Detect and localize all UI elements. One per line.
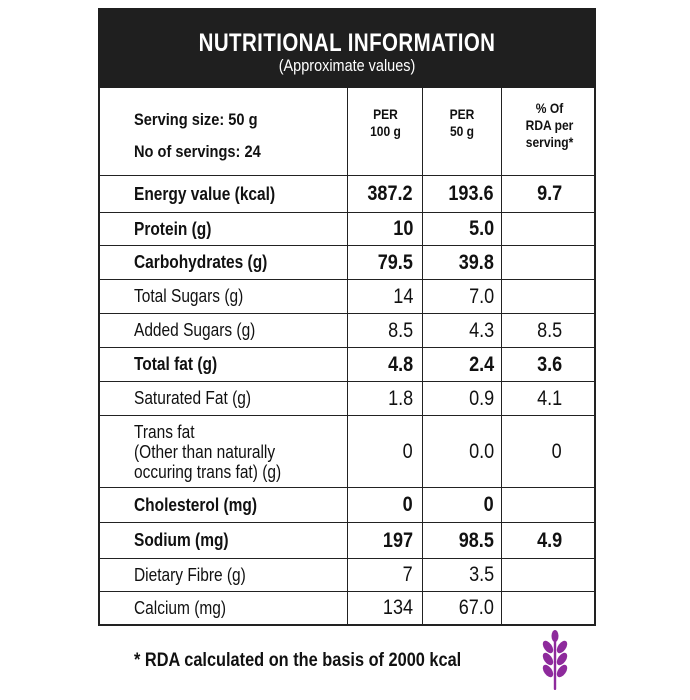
value-per-50g: 193.6 xyxy=(448,182,494,205)
table-row xyxy=(100,416,594,488)
value-per-50g: 4.3 xyxy=(468,318,494,342)
value-per-50g: 7.0 xyxy=(468,284,494,308)
value-per-100g: 4.8 xyxy=(387,352,413,376)
value-per-50g: 2.4 xyxy=(468,352,494,376)
row-label: Carbohydrates (g) xyxy=(134,252,268,272)
value-rda: 3.6 xyxy=(536,352,562,376)
value-per-100g: 197 xyxy=(382,528,413,552)
row-label: Calcium (mg) xyxy=(134,597,227,618)
row-label: Total fat (g) xyxy=(134,354,218,374)
value-per-50g: 98.5 xyxy=(458,528,494,552)
value-per-100g: 387.2 xyxy=(367,182,413,205)
row-label: Sodium (mg) xyxy=(134,530,229,550)
page-title: NUTRITIONAL INFORMATION xyxy=(198,29,496,57)
table-header-row xyxy=(100,88,594,176)
value-per-100g: 79.5 xyxy=(377,250,413,274)
row-label: Trans fat (Other than naturally occuring trans fat) (g) xyxy=(134,421,282,482)
row-label: Total Sugars (g) xyxy=(134,286,244,306)
row-label: Energy value (kcal) xyxy=(134,183,276,204)
value-rda: 0 xyxy=(551,439,562,463)
column-header-per-50g: PER 50 g xyxy=(449,106,475,139)
value-per-100g: 0 xyxy=(402,493,413,516)
table-row xyxy=(100,523,594,559)
nutrition-table xyxy=(98,88,596,626)
table-row xyxy=(100,592,594,624)
value-per-100g: 7 xyxy=(402,563,413,586)
column-header-per-100g: PER 100 g xyxy=(370,106,401,139)
serving-info xyxy=(134,104,281,168)
value-per-50g: 5.0 xyxy=(468,217,494,240)
value-per-100g: 0 xyxy=(402,439,413,463)
table-row xyxy=(100,348,594,382)
value-per-50g: 39.8 xyxy=(458,250,494,274)
value-per-50g: 67.0 xyxy=(458,596,494,619)
value-per-100g: 8.5 xyxy=(387,318,413,342)
row-label: Dietary Fibre (g) xyxy=(134,564,246,585)
table-row xyxy=(100,559,594,592)
row-label: Added Sugars (g) xyxy=(134,320,256,340)
value-per-50g: 0.0 xyxy=(468,439,494,463)
table-row xyxy=(100,176,594,213)
page-subtitle: (Approximate values) xyxy=(278,56,416,75)
row-label: Saturated Fat (g) xyxy=(134,388,252,408)
value-per-50g: 0 xyxy=(483,493,494,516)
value-per-100g: 1.8 xyxy=(387,386,413,410)
servings-count: No of servings: 24 xyxy=(134,142,261,161)
value-rda: 9.7 xyxy=(536,182,562,205)
table-row xyxy=(100,280,594,314)
value-per-50g: 3.5 xyxy=(468,563,494,586)
table-row xyxy=(100,314,594,348)
table-row xyxy=(100,488,594,523)
value-rda: 8.5 xyxy=(536,318,562,342)
value-per-50g: 0.9 xyxy=(468,386,494,410)
value-per-100g: 10 xyxy=(392,217,413,240)
nutrition-header xyxy=(98,8,596,88)
row-label: Protein (g) xyxy=(134,218,212,239)
rda-footnote: * RDA calculated on the basis of 2000 kcal xyxy=(134,650,462,671)
row-label: Cholesterol (mg) xyxy=(134,494,257,515)
serving-size: Serving size: 50 g xyxy=(134,110,258,129)
table-row xyxy=(100,213,594,246)
value-per-100g: 134 xyxy=(382,596,413,619)
wheat-grain-icon xyxy=(538,630,572,690)
table-row xyxy=(100,246,594,280)
column-header-rda: % Of RDA per serving* xyxy=(525,100,574,150)
value-per-100g: 14 xyxy=(392,284,413,308)
table-row xyxy=(100,382,594,416)
value-rda: 4.9 xyxy=(536,528,562,552)
value-rda: 4.1 xyxy=(536,386,562,410)
